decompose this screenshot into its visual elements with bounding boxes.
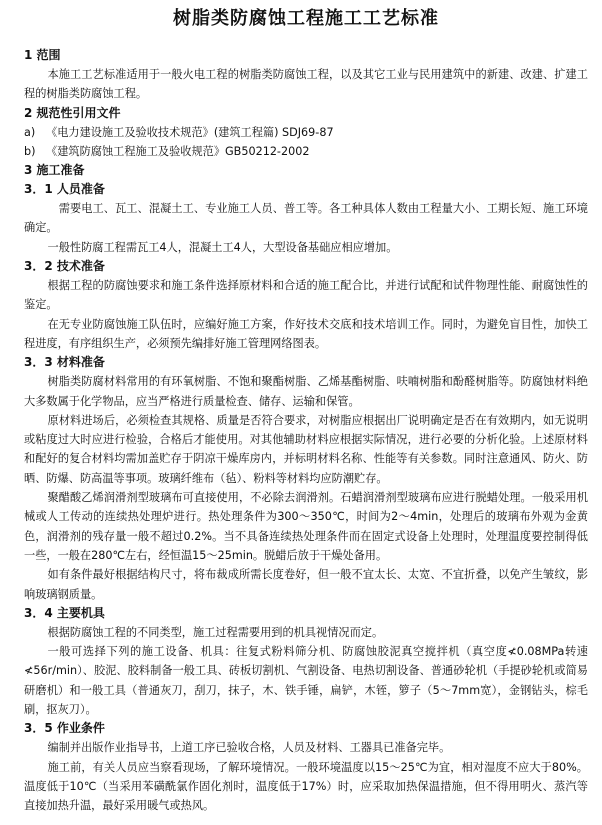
paragraph: 本施工工艺标准适用于一般火电工程的树脂类防腐蚀工程，以及其它工业与民用建筑中的新建、改建、扩建工程的树脂类防腐蚀工程。: [24, 68, 588, 101]
section-construction-preparation: [24, 161, 588, 815]
subsection-heading-work-conditions: 3．5 作业条件: [24, 721, 105, 736]
section-heading-references: 2 规范性引用文件: [24, 105, 121, 120]
section-normative-references: [24, 104, 588, 162]
subsection-heading-personnel: 3．1 人员准备: [24, 182, 105, 197]
paragraph: 如有条件最好根据结构尺寸，将布裁成所需长度卷好，但一般不宜太长、太宽、不宜折叠，以免产生皱纹，影响玻璃钢质量。: [24, 568, 588, 601]
reference-text: 《建筑防腐蚀工程施工及验收规范》GB50212-2002: [46, 144, 310, 158]
subsection-heading-technical: 3．2 技术准备: [24, 259, 105, 274]
paragraph: 原材料进场后，必须检查其规格、质量是否符合要求，对树脂应根据出厂说明确定是否在有效期内，如无说明或粘度过大时应进行检验，合格后才能使用。对其他辅助材料应根据实际情况，进行必要的分析化验。上述原材料和配好的复合材料均需加盖贮存于阴凉干燥库房内，并标明材料名称、性能等有关参数。同时注意通风、防火、防晒、防爆、防高温等事项。玻璃纤维布（毡）、粉料等材料均应防潮贮存。: [24, 413, 588, 485]
section-heading-scope: 1 范围: [24, 48, 61, 62]
paragraph: 一般可选择下列的施工设备、机具：往复式粉料筛分机、防腐蚀胶泥真空搅拌机（真空度≮0.08MPa转速≮56r/min）、胶泥、胶料制备一般工具、砖板切割机、气割设备、电热切割设备、普通砂轮机（手提砂轮机或简易研磨机）和一般工具（普通灰刀，刮刀，抹子，木、铁手锤，扁铲，木铚，箩子（5～7mm宽），金钢钻头，棕毛刷，抠灰刀）。: [24, 645, 588, 717]
paragraph: 施工前，有关人员应当察看现场，了解环境情况。一般环境温度以15～25℃为宜，相对湿度不应大于80%。温度低于10℃（当采用苯磺酰氯作固化剂时，温度低于17%）时，应采取加热保温措施，但不得用明火、蒸汽等直接加热升温，最好采用暖气或热风。: [24, 760, 588, 813]
paragraph: 在无专业防腐蚀施工队伍时，应编好施工方案，作好技术交底和技术培训工作。同时，为避免盲目性，加快工程进度，有序组织生产，必须预先编排好施工管理网络图表。: [24, 317, 588, 350]
subsection-heading-materials: 3．3 材料准备: [24, 355, 105, 370]
paragraph: 需要电工、瓦工、混凝土工、专业施工人员、普工等。各工种具体人数由工程量大小、工期长短、施工环境确定。: [24, 202, 588, 235]
paragraph: 树脂类防腐材料常用的有环氧树脂、不饱和聚酯树脂、乙烯基酯树脂、呋喃树脂和酚醛树脂等。防腐蚀材料绝大多数属于化学物品，应当严格进行质量检查、储存、运输和保管。: [24, 375, 588, 408]
reference-text: 《电力建设施工及验收技术规范》(建筑工程篇) SDJ69-87: [46, 125, 334, 139]
section-scope: [24, 46, 588, 104]
paragraph: 根据防腐蚀工程的不同类型，施工过程需要用到的机具视情况而定。: [47, 625, 384, 639]
paragraph: 聚醋酸乙烯润滑剂型玻璃布可直接使用，不必除去润滑剂。石蜡润滑剂型玻璃布应进行脱蜡处理。一般采用机械或人工传动的连续热处理炉进行。热处理条件为300～350℃，时间为2～4min，处理后的玻璃布外观为金黄色，润滑剂的残存量一般不超过0.2%。当不具备连续热处理条件而在固定式设备上处理时，处理温度要控制得低一些，一般在280℃左右，经恒温15～25min。脱蜡后放于干燥处备用。: [24, 491, 588, 562]
reference-item: [24, 123, 588, 142]
reference-item: [24, 142, 588, 161]
reference-marker: b): [24, 144, 36, 158]
subsection-heading-equipment: 3．4 主要机具: [24, 605, 105, 620]
document-title: 树脂类防腐蚀工程施工工艺标准: [173, 8, 439, 29]
section-heading-preparation: 3 施工准备: [24, 163, 85, 178]
paragraph: 编制并出版作业指导书，上道工序已验收合格，人员及材料、工器具已准备完毕。: [47, 741, 451, 755]
paragraph: 根据工程的防腐蚀要求和施工条件选择原材料和合适的施工配合比，并进行试配和试件物理性能、耐腐蚀性的鉴定。: [24, 279, 588, 312]
reference-marker: a): [24, 125, 36, 139]
paragraph: 一般性防腐工程需瓦工4人，混凝土工4人，大型设备基础应相应增加。: [47, 240, 398, 254]
